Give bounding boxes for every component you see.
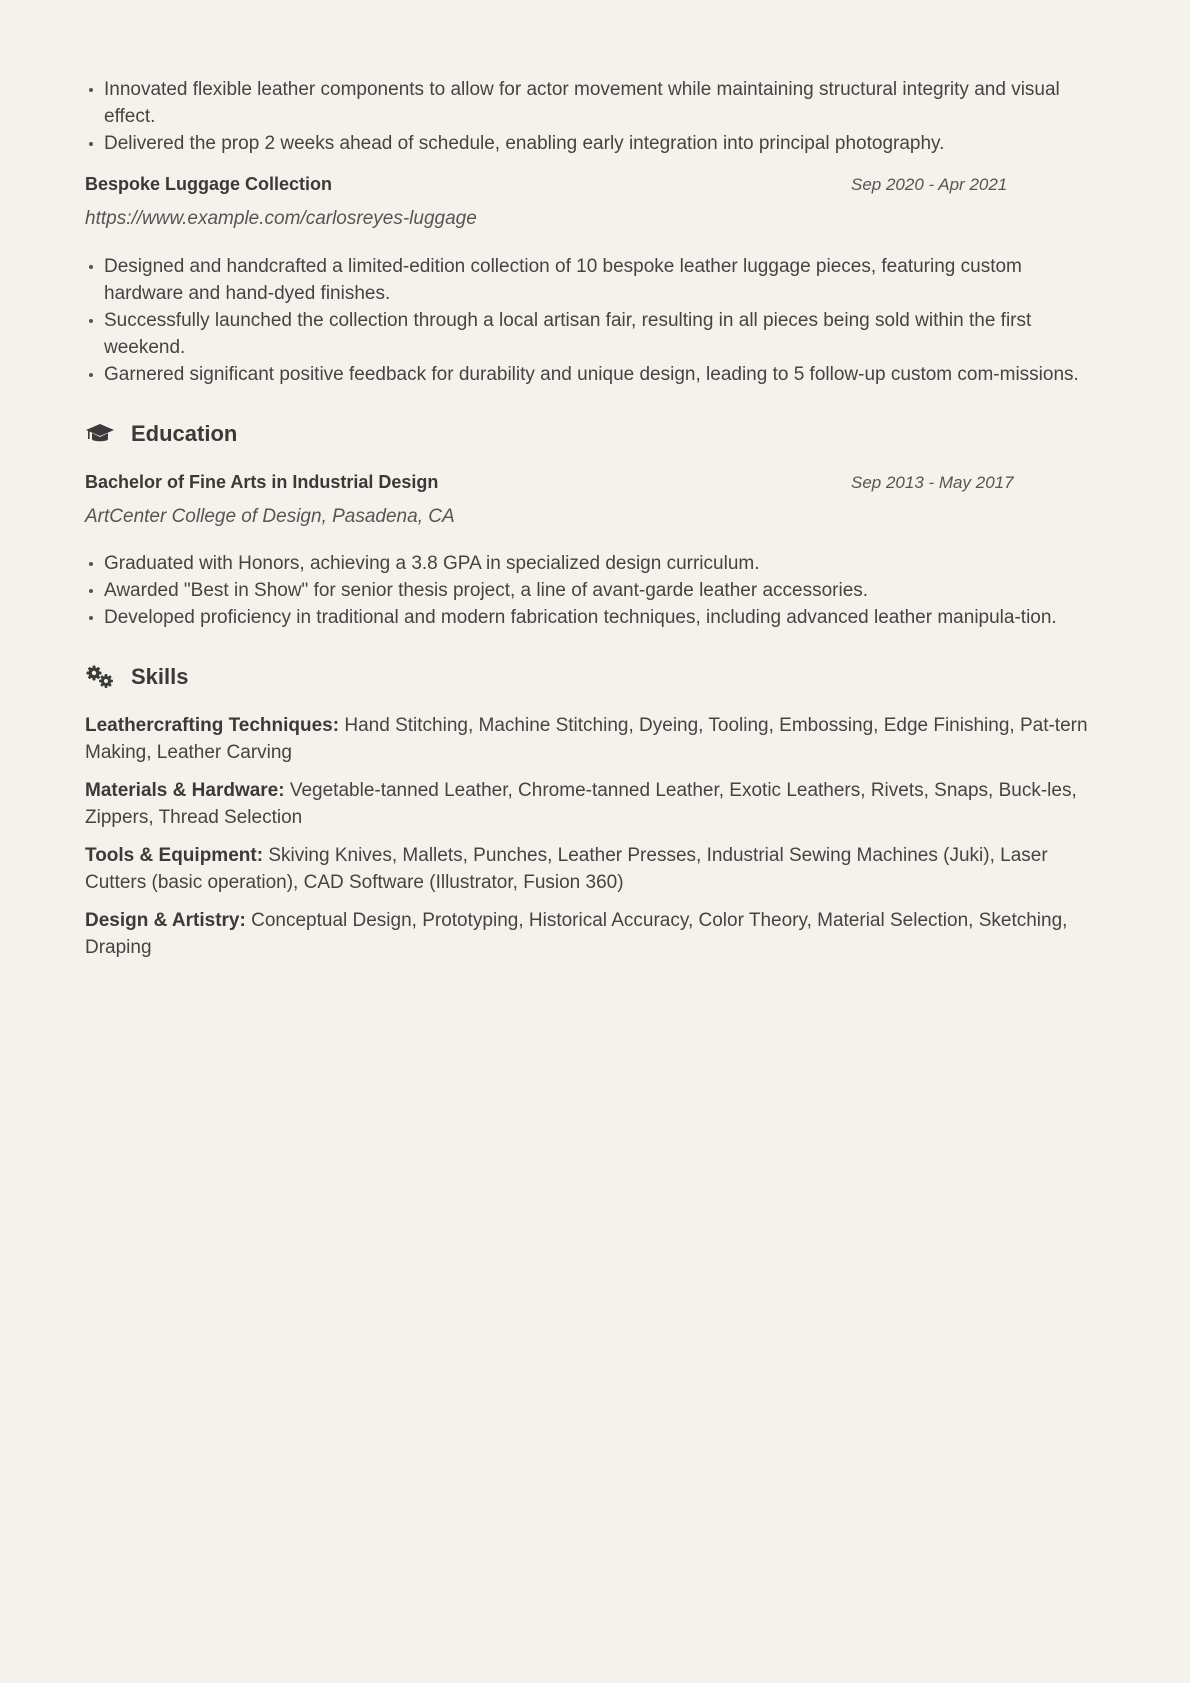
list-item: Delivered the prop 2 weeks ahead of schedule, enabling early integration into principal photography. xyxy=(104,130,1105,157)
education-bullets xyxy=(85,550,1105,631)
list-item: Graduated with Honors, achieving a 3.8 GPA in specialized design curriculum. xyxy=(104,550,1105,577)
education-date: Sep 2013 - May 2017 xyxy=(851,473,1014,492)
list-item: Successfully launched the collection through a local artisan fair, resulting in all pieces being sold within the first weekend. xyxy=(104,307,1105,361)
skill-text: Skiving Knives, Mallets, Punches, Leather Presses, Industrial Sewing Machines (Juki), Laser Cutters (basic operation), CAD Software (Illustrator, Fusion 360) xyxy=(85,845,1048,893)
skill-label: Materials & Hardware: xyxy=(85,780,285,801)
project-bullets xyxy=(85,76,1105,157)
skill-label: Tools & Equipment: xyxy=(85,845,264,866)
section-title: Education xyxy=(131,421,238,446)
skill-label: Design & Artistry: xyxy=(85,910,246,931)
list-item: Developed proficiency in traditional and modern fabrication techniques, including advanced leather manipula-tion. xyxy=(104,604,1105,631)
education-header xyxy=(85,469,1105,496)
project-date: Sep 2020 - Apr 2021 xyxy=(851,175,1008,194)
section-header xyxy=(85,662,1105,692)
project-entry xyxy=(85,171,1105,388)
resume-page xyxy=(85,76,1105,961)
skill-group xyxy=(85,907,1105,961)
skill-label: Leathercrafting Techniques: xyxy=(85,715,340,736)
project-link[interactable]: https://www.example.com/carlosreyes-luggage xyxy=(85,208,477,229)
project-header xyxy=(85,171,1105,198)
skill-group xyxy=(85,842,1105,896)
skill-text: Vegetable-tanned Leather, Chrome-tanned Leather, Exotic Leathers, Rivets, Snaps, Buck-les, Zippers, Thread Selection xyxy=(85,780,1077,828)
graduation-cap-icon xyxy=(85,421,117,447)
degree-title: Bachelor of Fine Arts in Industrial Design xyxy=(85,472,439,492)
section-header xyxy=(85,419,1105,449)
skill-group xyxy=(85,777,1105,831)
project-title: Bespoke Luggage Collection xyxy=(85,174,333,194)
education-section xyxy=(85,419,1105,631)
skill-text: Conceptual Design, Prototyping, Historical Accuracy, Color Theory, Material Selection, Sketching, Draping xyxy=(85,910,1068,958)
list-item: Designed and handcrafted a limited-edition collection of 10 bespoke leather luggage pieces, featuring custom hardware and hand-dyed finishes. xyxy=(104,253,1105,307)
skill-text: Hand Stitching, Machine Stitching, Dyeing, Tooling, Embossing, Edge Finishing, Pat-tern Making, Leather Carving xyxy=(85,715,1088,763)
gears-icon xyxy=(85,664,117,690)
project-bullets xyxy=(85,253,1105,388)
section-title: Skills xyxy=(131,664,189,689)
list-item: Awarded "Best in Show" for senior thesis project, a line of avant-garde leather accessories. xyxy=(104,577,1105,604)
skills-section xyxy=(85,662,1105,961)
school-name: ArtCenter College of Design, Pasadena, CA xyxy=(85,506,455,527)
list-item: Garnered significant positive feedback for durability and unique design, leading to 5 follow-up custom com-missions. xyxy=(104,361,1105,388)
list-item: Innovated flexible leather components to allow for actor movement while maintaining structural integrity and visual effect. xyxy=(104,76,1105,130)
skill-group xyxy=(85,712,1105,766)
